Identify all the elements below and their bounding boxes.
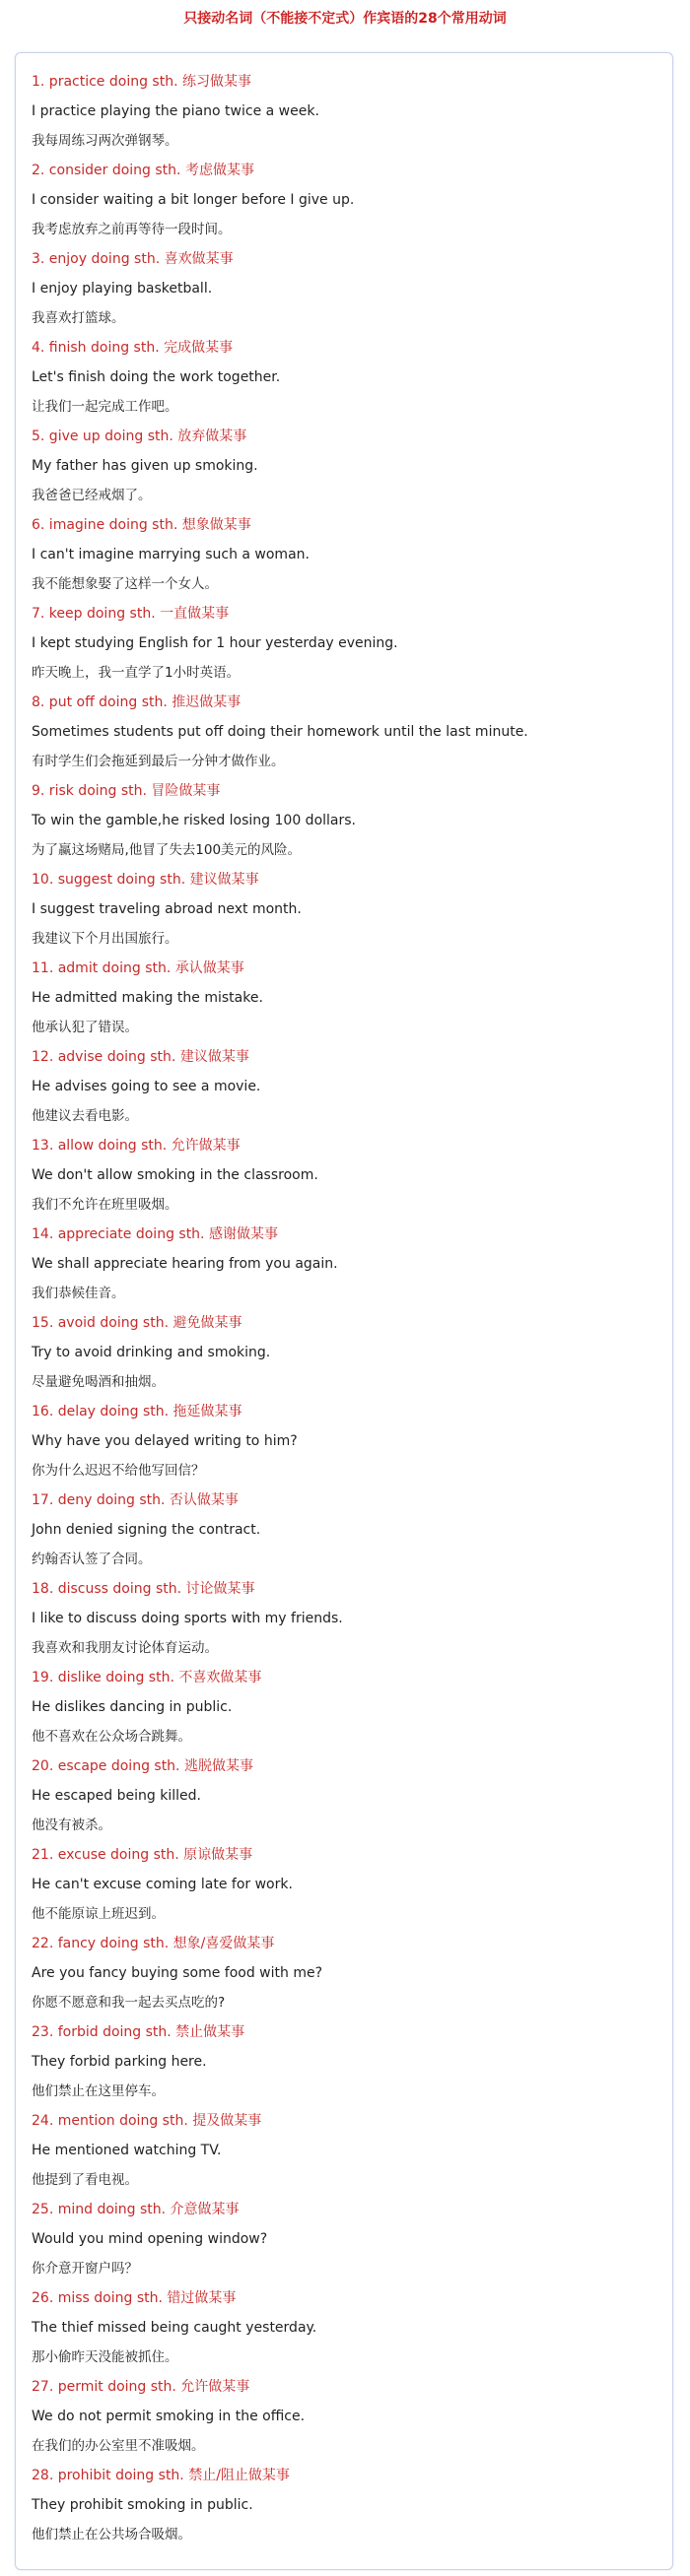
example-sentence-zh: 他不喜欢在公众场合跳舞。 — [32, 1729, 191, 1745]
verb-entry — [32, 1486, 662, 1574]
verb-heading: 2. consider doing sth. 考虑做某事 — [32, 163, 254, 178]
example-sentence-en: Why have you delayed writing to him? — [32, 1433, 298, 1449]
verb-heading: 11. admit doing sth. 承认做某事 — [32, 960, 244, 976]
verb-heading: 4. finish doing sth. 完成做某事 — [32, 340, 234, 356]
verb-heading: 12. advise doing sth. 建议做某事 — [32, 1049, 249, 1065]
verb-entry — [32, 1397, 662, 1486]
example-sentence-zh: 我爸爸已经戒烟了。 — [32, 488, 152, 503]
verb-entry — [32, 1574, 662, 1663]
verb-entry — [32, 1663, 662, 1751]
example-sentence-en: My father has given up smoking. — [32, 458, 258, 474]
example-sentence-en: We don't allow smoking in the classroom. — [32, 1167, 318, 1183]
example-sentence-zh: 他建议去看电影。 — [32, 1108, 138, 1124]
verb-entry — [32, 2017, 662, 2106]
verb-entry — [32, 1220, 662, 1308]
verb-heading: 27. permit doing sth. 允许做某事 — [32, 2379, 250, 2395]
verb-entry — [32, 1751, 662, 1840]
example-sentence-en: They forbid parking here. — [32, 2054, 207, 2070]
example-sentence-en: Sometimes students put off doing their homework until the last minute. — [32, 724, 528, 740]
verb-entry — [32, 1308, 662, 1397]
example-sentence-zh: 你介意开窗户吗？ — [32, 2261, 138, 2277]
example-sentence-en: Try to avoid drinking and smoking. — [32, 1345, 271, 1360]
example-sentence-en: He can't excuse coming late for work. — [32, 1877, 293, 1892]
verb-heading: 19. dislike doing sth. 不喜欢做某事 — [32, 1670, 262, 1685]
verb-heading: 24. mention doing sth. 提及做某事 — [32, 2113, 262, 2129]
example-sentence-zh: 让我们一起完成工作吧。 — [32, 399, 178, 415]
verb-entry — [32, 1929, 662, 2017]
verb-entry — [32, 1042, 662, 1131]
verb-entry — [32, 688, 662, 776]
verb-entry — [32, 776, 662, 865]
example-sentence-en: I suggest traveling abroad next month. — [32, 901, 302, 917]
verb-entry — [32, 1131, 662, 1220]
example-sentence-zh: 尽量避免喝酒和抽烟。 — [32, 1374, 165, 1390]
verb-entry — [32, 865, 662, 954]
example-sentence-zh: 他承认犯了错误。 — [32, 1020, 138, 1035]
verb-heading: 18. discuss doing sth. 讨论做某事 — [32, 1581, 255, 1597]
example-sentence-zh: 他不能原谅上班迟到。 — [32, 1906, 165, 1922]
verb-entry — [32, 2372, 662, 2461]
verb-heading: 14. appreciate doing sth. 感谢做某事 — [32, 1226, 278, 1242]
example-sentence-zh: 他们禁止在公共场合吸烟。 — [32, 2527, 191, 2543]
example-sentence-zh: 我建议下个月出国旅行。 — [32, 931, 178, 947]
verb-heading: 10. suggest doing sth. 建议做某事 — [32, 872, 259, 888]
verb-heading: 15. avoid doing sth. 避免做某事 — [32, 1315, 242, 1331]
verb-entry — [32, 422, 662, 510]
example-sentence-zh: 那小偷昨天没能被抓住。 — [32, 2349, 178, 2365]
example-sentence-zh: 我们恭候佳音。 — [32, 1286, 125, 1301]
verb-entry — [32, 510, 662, 599]
verb-entry — [32, 2195, 662, 2283]
verb-heading: 6. imagine doing sth. 想象做某事 — [32, 517, 251, 533]
verb-heading: 17. deny doing sth. 否认做某事 — [32, 1492, 239, 1508]
example-sentence-en: They prohibit smoking in public. — [32, 2497, 253, 2513]
example-sentence-zh: 我喜欢和我朋友讨论体育运动。 — [32, 1640, 218, 1656]
example-sentence-en: We shall appreciate hearing from you again. — [32, 1256, 338, 1272]
verb-heading: 1. practice doing sth. 练习做某事 — [32, 74, 251, 90]
verb-heading: 23. forbid doing sth. 禁止做某事 — [32, 2024, 245, 2040]
example-sentence-en: To win the gamble,he risked losing 100 dollars. — [32, 813, 356, 828]
verb-entry — [32, 954, 662, 1042]
verb-entry — [32, 67, 662, 156]
example-sentence-zh: 我不能想象娶了这样一个女人。 — [32, 576, 218, 592]
example-sentence-zh: 你为什么迟迟不给他写回信？ — [32, 1463, 205, 1479]
verb-heading: 8. put off doing sth. 推迟做某事 — [32, 694, 242, 710]
example-sentence-zh: 约翰否认签了合同。 — [32, 1552, 152, 1567]
example-sentence-zh: 有时学生们会拖延到最后一分钟才做作业。 — [32, 754, 285, 769]
example-sentence-zh: 你愿不愿意和我一起去买点吃的? — [32, 1995, 226, 2011]
example-sentence-en: He admitted making the mistake. — [32, 990, 263, 1006]
example-sentence-zh: 为了赢这场赌局,他冒了失去100美元的风险。 — [32, 842, 302, 858]
verb-entry — [32, 1840, 662, 1929]
example-sentence-zh: 我喜欢打篮球。 — [32, 310, 125, 326]
example-sentence-en: I kept studying English for 1 hour yesterday evening. — [32, 635, 398, 651]
example-sentence-en: I practice playing the piano twice a week. — [32, 103, 319, 119]
example-sentence-zh: 他没有被杀。 — [32, 1817, 111, 1833]
example-sentence-en: I enjoy playing basketball. — [32, 281, 213, 297]
example-sentence-zh: 在我们的办公室里不准吸烟。 — [32, 2438, 205, 2454]
verb-entry — [32, 2461, 662, 2549]
verb-entry — [32, 599, 662, 688]
example-sentence-zh: 我考虑放弃之前再等待一段时间。 — [32, 222, 232, 237]
verb-heading: 26. miss doing sth. 错过做某事 — [32, 2290, 237, 2306]
verb-heading: 20. escape doing sth. 逃脱做某事 — [32, 1758, 253, 1774]
example-sentence-en: We do not permit smoking in the office. — [32, 2409, 306, 2424]
example-sentence-en: I can't imagine marrying such a woman. — [32, 547, 310, 562]
example-sentence-en: John denied signing the contract. — [32, 1522, 261, 1538]
verb-heading: 7. keep doing sth. 一直做某事 — [32, 606, 230, 622]
example-sentence-zh: 他提到了看电视。 — [32, 2172, 138, 2188]
example-sentence-en: Are you fancy buying some food with me? — [32, 1965, 323, 1981]
verb-entry — [32, 2106, 662, 2195]
example-sentence-en: He escaped being killed. — [32, 1788, 201, 1804]
verb-heading: 21. excuse doing sth. 原谅做某事 — [32, 1847, 253, 1863]
example-sentence-en: I like to discuss doing sports with my friends. — [32, 1611, 343, 1626]
page-title: 只接动名词（不能接不定式）作宾语的28个常用动词 — [183, 11, 507, 27]
example-sentence-en: Let's finish doing the work together. — [32, 369, 281, 385]
example-sentence-zh: 昨天晚上，我一直学了1小时英语。 — [32, 665, 241, 681]
verb-entry — [32, 244, 662, 333]
verb-heading: 9. risk doing sth. 冒险做某事 — [32, 783, 221, 799]
verb-heading: 25. mind doing sth. 介意做某事 — [32, 2202, 240, 2217]
example-sentence-en: Would you mind opening window? — [32, 2231, 268, 2247]
example-sentence-en: The thief missed being caught yesterday. — [32, 2320, 317, 2336]
example-sentence-en: He advises going to see a movie. — [32, 1079, 261, 1094]
verb-list — [32, 67, 662, 2549]
verb-entry — [32, 2283, 662, 2372]
content-box — [15, 52, 673, 2570]
verb-entry — [32, 156, 662, 244]
example-sentence-en: He mentioned watching TV. — [32, 2143, 222, 2158]
verb-heading: 3. enjoy doing sth. 喜欢做某事 — [32, 251, 234, 267]
verb-entry — [32, 333, 662, 422]
verb-heading: 22. fancy doing sth. 想象/喜爱做某事 — [32, 1936, 275, 1951]
example-sentence-zh: 我们不允许在班里吸烟。 — [32, 1197, 178, 1213]
verb-heading: 16. delay doing sth. 拖延做某事 — [32, 1404, 242, 1420]
verb-heading: 28. prohibit doing sth. 禁止/阻止做某事 — [32, 2468, 290, 2483]
verb-heading: 5. give up doing sth. 放弃做某事 — [32, 429, 247, 444]
example-sentence-en: I consider waiting a bit longer before I give up. — [32, 192, 355, 208]
verb-heading: 13. allow doing sth. 允许做某事 — [32, 1138, 241, 1154]
example-sentence-en: He dislikes dancing in public. — [32, 1699, 233, 1715]
example-sentence-zh: 他们禁止在这里停车。 — [32, 2083, 165, 2099]
example-sentence-zh: 我每周练习两次弹钢琴。 — [32, 133, 178, 149]
